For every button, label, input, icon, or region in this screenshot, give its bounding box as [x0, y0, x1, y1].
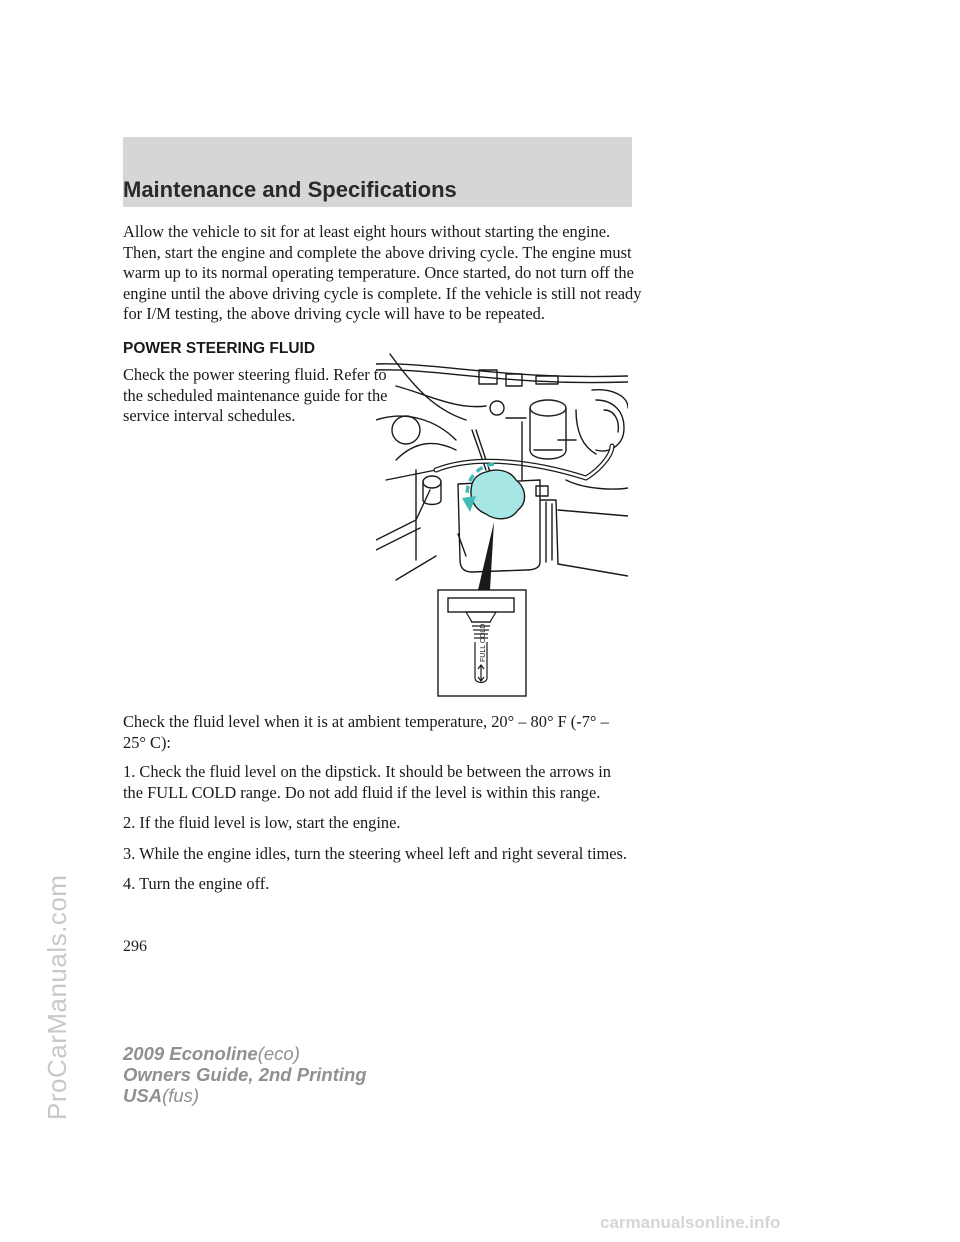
power-steering-intro-paragraph: Check the power steering fluid. Refer to the scheduled maintenance guide for the service interval schedules. — [123, 365, 388, 426]
footer-region: USA — [123, 1085, 163, 1106]
footer-model-code: (eco) — [257, 1043, 300, 1064]
section-title: Maintenance and Specifications — [123, 177, 457, 202]
step-4: 4. Turn the engine off. — [123, 874, 270, 894]
footer-line-region — [123, 1085, 367, 1106]
engine-bay-drawing — [376, 350, 628, 698]
step-2: 2. If the fluid level is low, start the engine. — [123, 813, 401, 833]
footer-region-code: (fus) — [162, 1085, 200, 1106]
intro-paragraph: Allow the vehicle to sit for at least eight hours without starting the engine. Then, start the engine and complete the above driving cycle. The engine must warm up to its normal operating temperature. Once started, do not turn off the engine until the above driving cycle is complete. If the vehicle is still not ready for I/M testing, the above driving cycle will have to be repeated. — [123, 222, 642, 324]
footer-printing: Owners Guide, 2nd Printing — [123, 1064, 367, 1085]
subheading-power-steering-fluid: POWER STEERING FLUID — [123, 340, 316, 357]
side-watermark: ProCarManuals.com — [42, 874, 72, 1120]
ambient-temperature-paragraph: Check the fluid level when it is at ambient temperature, 20° – 80° F (-7° – 25° C): — [123, 712, 609, 752]
step-1: 1. Check the fluid level on the dipstick. It should be between the arrows in the FULL COLD range. Do not add fluid if the level is within this range. — [123, 762, 611, 802]
footer-model: 2009 Econoline — [123, 1043, 258, 1064]
procedure-steps — [123, 762, 635, 905]
page-number: 296 — [123, 938, 147, 955]
reservoir-cap — [471, 470, 525, 519]
dipstick-full-cold-label: FULL COLD — [480, 623, 487, 662]
footer-line-model — [123, 1043, 367, 1064]
step-3: 3. While the engine idles, turn the steering wheel left and right several times. — [123, 843, 628, 863]
bottom-watermark-logo: carmanualsonline.info — [600, 1213, 781, 1232]
document-footer — [123, 1043, 367, 1106]
power-steering-reservoir-illustration — [376, 350, 628, 698]
